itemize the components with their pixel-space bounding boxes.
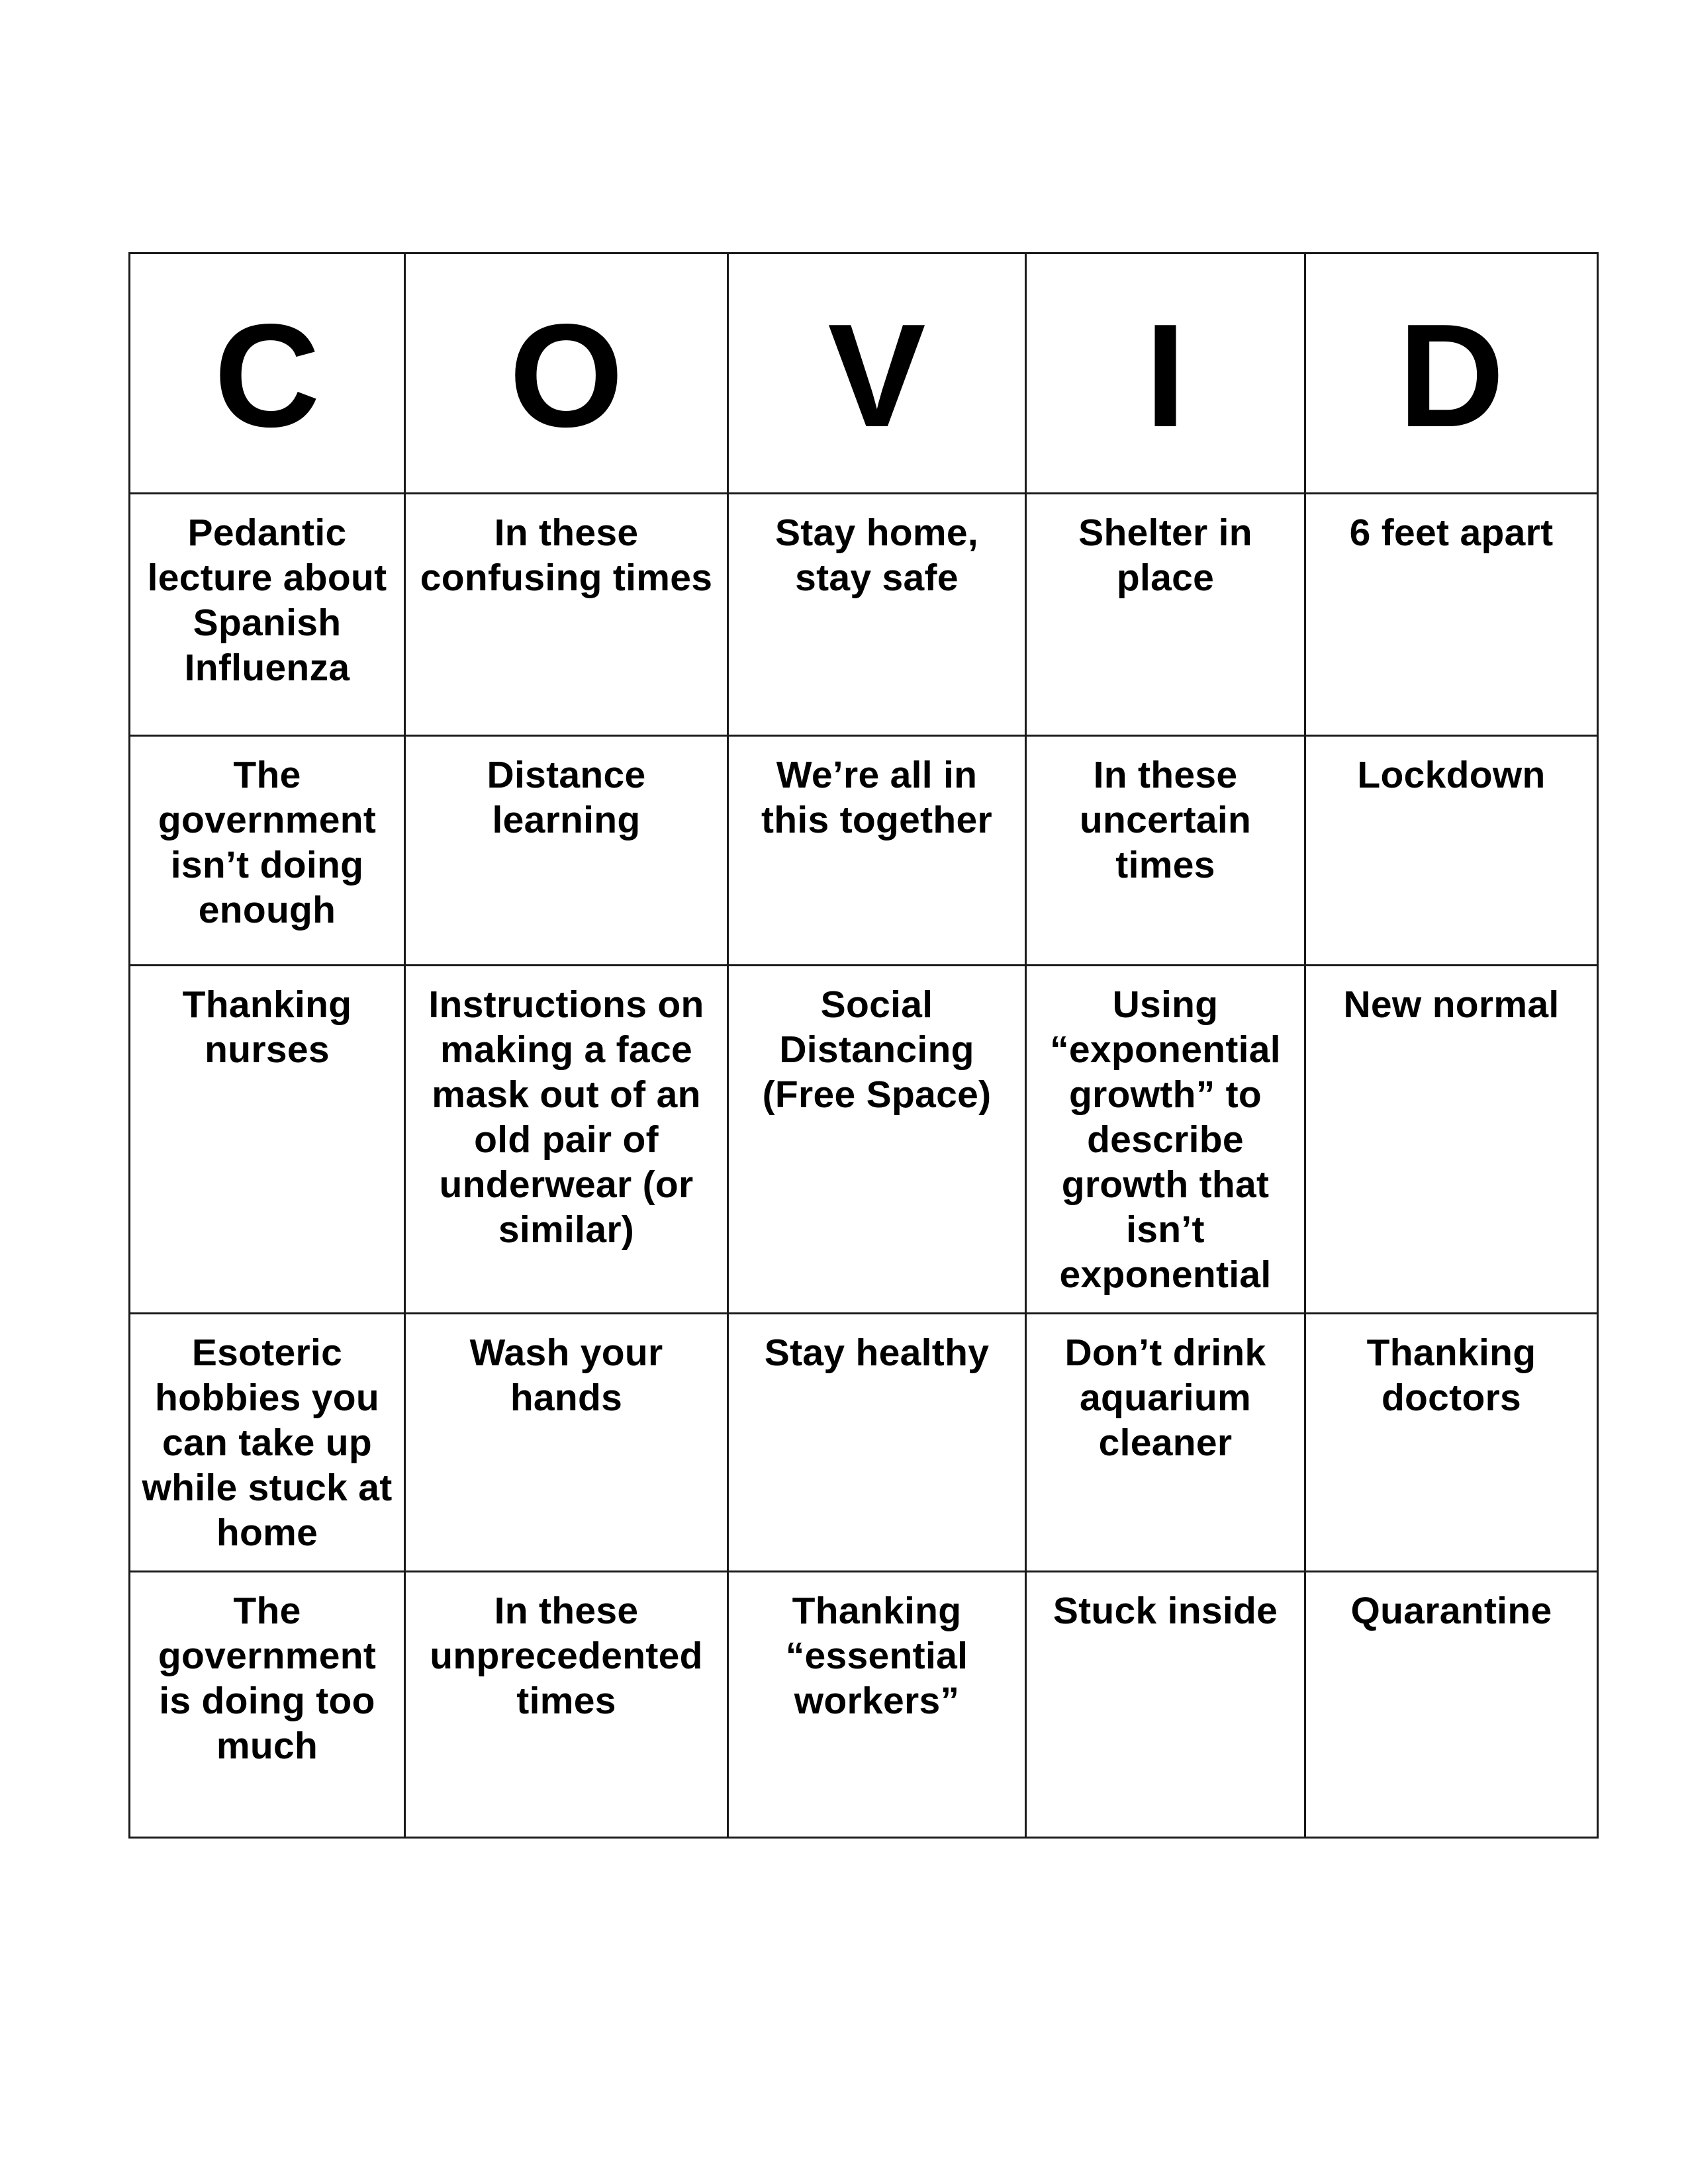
bingo-square-text: Don’t drink aquarium cleaner <box>1064 1331 1266 1464</box>
header-letter-c: C <box>130 253 405 494</box>
bingo-square-text: Using “exponential growth” to describe growth that isn’t exponential <box>1050 983 1281 1296</box>
bingo-square-text: Thanking nurses <box>182 983 352 1071</box>
bingo-square-text: Stay home, stay safe <box>774 511 979 599</box>
bingo-row <box>130 493 1598 735</box>
bingo-row <box>130 735 1598 965</box>
bingo-row <box>130 965 1598 1313</box>
bingo-square-text: The government isn’t doing enough <box>158 753 377 931</box>
bingo-square-text: Thanking “essential workers” <box>785 1589 968 1722</box>
bingo-square-text: Stay healthy <box>764 1331 990 1374</box>
bingo-square <box>130 965 405 1313</box>
bingo-square <box>728 1571 1026 1837</box>
bingo-square-text: In these confusing times <box>420 511 713 599</box>
bingo-square-text: Stuck inside <box>1053 1589 1278 1632</box>
header-letter-i: I <box>1026 253 1305 494</box>
bingo-square <box>130 735 405 965</box>
bingo-square-text: Instructions on making a face mask out of an old pair of underwear (or similar) <box>428 983 704 1251</box>
bingo-square-text: In these uncertain times <box>1079 753 1252 886</box>
bingo-square-text: We’re all in this together <box>761 753 993 841</box>
bingo-row <box>130 1571 1598 1837</box>
bingo-square <box>1026 1571 1305 1837</box>
bingo-square <box>1026 1313 1305 1571</box>
header-letter-d: D <box>1305 253 1598 494</box>
bingo-square <box>1026 965 1305 1313</box>
bingo-card <box>128 252 1599 1839</box>
bingo-free-space <box>728 965 1026 1313</box>
bingo-square-text: Thanking doctors <box>1366 1331 1536 1419</box>
bingo-square <box>405 735 728 965</box>
bingo-square-text: Social Distancing (Free Space) <box>762 983 992 1116</box>
bingo-square <box>130 1313 405 1571</box>
bingo-square-text: Quarantine <box>1350 1589 1552 1632</box>
bingo-square <box>405 1571 728 1837</box>
bingo-square <box>1026 493 1305 735</box>
bingo-square <box>405 1313 728 1571</box>
bingo-square-text: Shelter in place <box>1078 511 1252 599</box>
bingo-square-text: The government is doing too much <box>158 1589 377 1767</box>
bingo-square <box>728 735 1026 965</box>
bingo-square-text: Distance learning <box>487 753 646 841</box>
bingo-square-text: Wash your hands <box>469 1331 663 1419</box>
bingo-square <box>728 1313 1026 1571</box>
bingo-square-text: New normal <box>1343 983 1560 1026</box>
bingo-square-text: Lockdown <box>1357 753 1546 796</box>
bingo-header-row <box>130 253 1598 494</box>
bingo-square <box>1026 735 1305 965</box>
bingo-square <box>405 965 728 1313</box>
bingo-square <box>1305 1571 1598 1837</box>
bingo-square <box>1305 493 1598 735</box>
bingo-square <box>405 493 728 735</box>
bingo-square <box>728 493 1026 735</box>
bingo-square-text: Esoteric hobbies you can take up while stuck at home <box>142 1331 393 1554</box>
bingo-square <box>1305 1313 1598 1571</box>
bingo-square <box>130 493 405 735</box>
bingo-square-text: In these unprecedented times <box>430 1589 703 1722</box>
bingo-square <box>1305 735 1598 965</box>
bingo-row <box>130 1313 1598 1571</box>
header-letter-o: O <box>405 253 728 494</box>
bingo-square-text: Pedantic lecture about Spanish Influenza <box>147 511 387 689</box>
bingo-square <box>1305 965 1598 1313</box>
bingo-square <box>130 1571 405 1837</box>
header-letter-v: V <box>728 253 1026 494</box>
bingo-square-text: 6 feet apart <box>1349 511 1554 554</box>
